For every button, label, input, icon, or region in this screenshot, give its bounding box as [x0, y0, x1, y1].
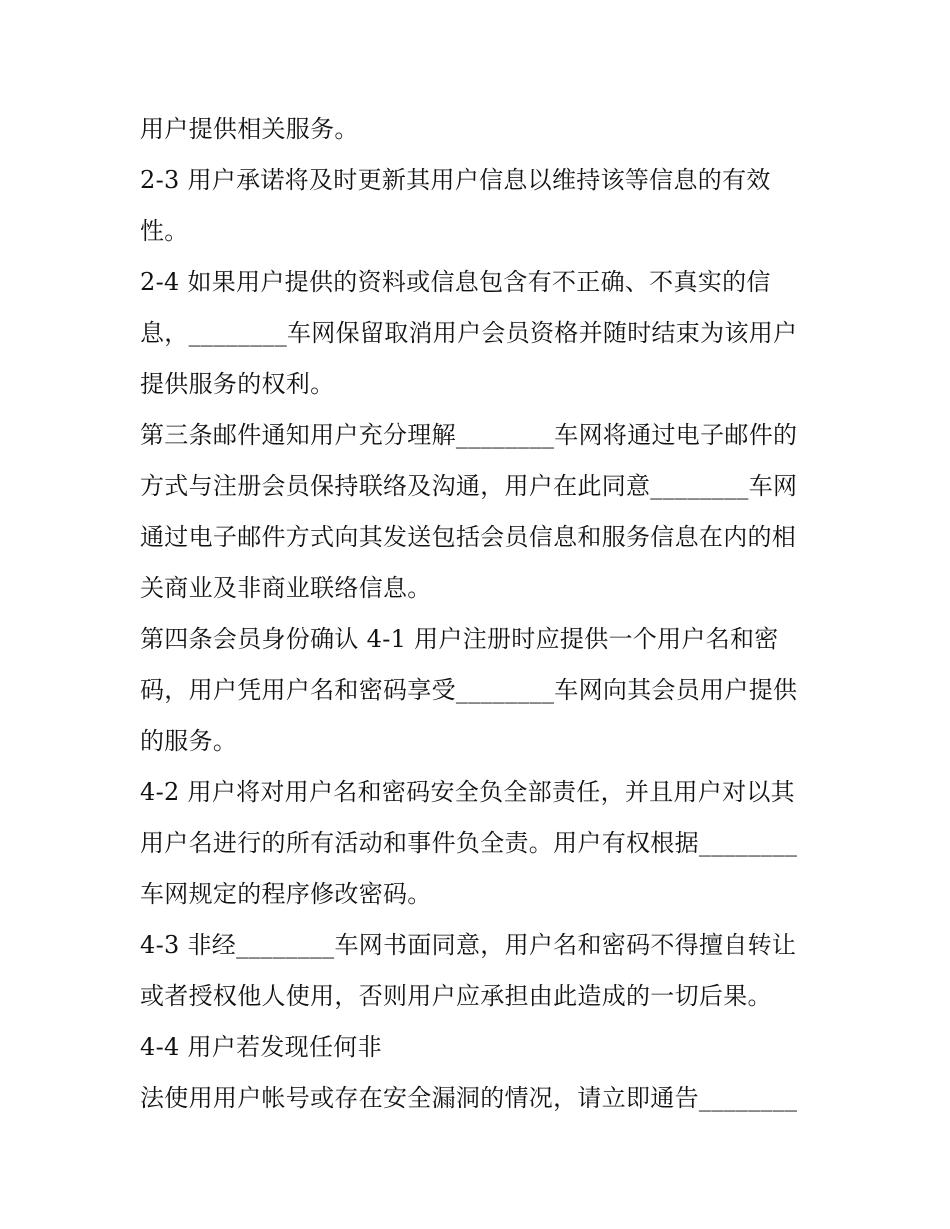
text-line: 码，用户凭用户名和密码享受________车网向其会员用户提供	[140, 676, 798, 704]
text-line: 关商业及非商业联络信息。	[140, 574, 432, 602]
text-line: 提供服务的权利。	[140, 370, 335, 398]
text-line: 或者授权他人使用，否则用户应承担由此造成的一切后果。	[140, 982, 772, 1010]
text-line: 4-4 用户若发现任何非	[140, 1033, 382, 1061]
text-line: 2-4 如果用户提供的资料或信息包含有不正确、不真实的信	[140, 268, 771, 296]
text-line: 性。	[140, 217, 189, 245]
text-line: 第三条邮件通知用户充分理解________车网将通过电子邮件的	[140, 421, 798, 449]
text-line: 用户名进行的所有活动和事件负全责。用户有权根据________	[140, 829, 798, 857]
text-line: 方式与注册会员保持联络及沟通，用户在此同意________车网	[140, 472, 798, 500]
text-line: 的服务。	[140, 727, 238, 755]
text-line: 通过电子邮件方式向其发送包括会员信息和服务信息在内的相	[140, 523, 797, 551]
text-line: 车网规定的程序修改密码。	[140, 880, 432, 908]
text-line: 法使用用户帐号或存在安全漏洞的情况，请立即通告________	[140, 1084, 798, 1112]
text-line: 4-3 非经________车网书面同意，用户名和密码不得擅自转让	[140, 931, 797, 959]
text-line: 用户提供相关服务。	[140, 115, 359, 143]
text-line: 息，________车网保留取消用户会员资格并随时结束为该用户	[140, 319, 798, 347]
text-line: 2-3 用户承诺将及时更新其用户信息以维持该等信息的有效	[140, 166, 771, 194]
text-line: 4-2 用户将对用户名和密码安全负全部责任，并且用户对以其	[140, 778, 795, 806]
text-line: 第四条会员身份确认 4-1 用户注册时应提供一个用户名和密	[140, 625, 779, 653]
